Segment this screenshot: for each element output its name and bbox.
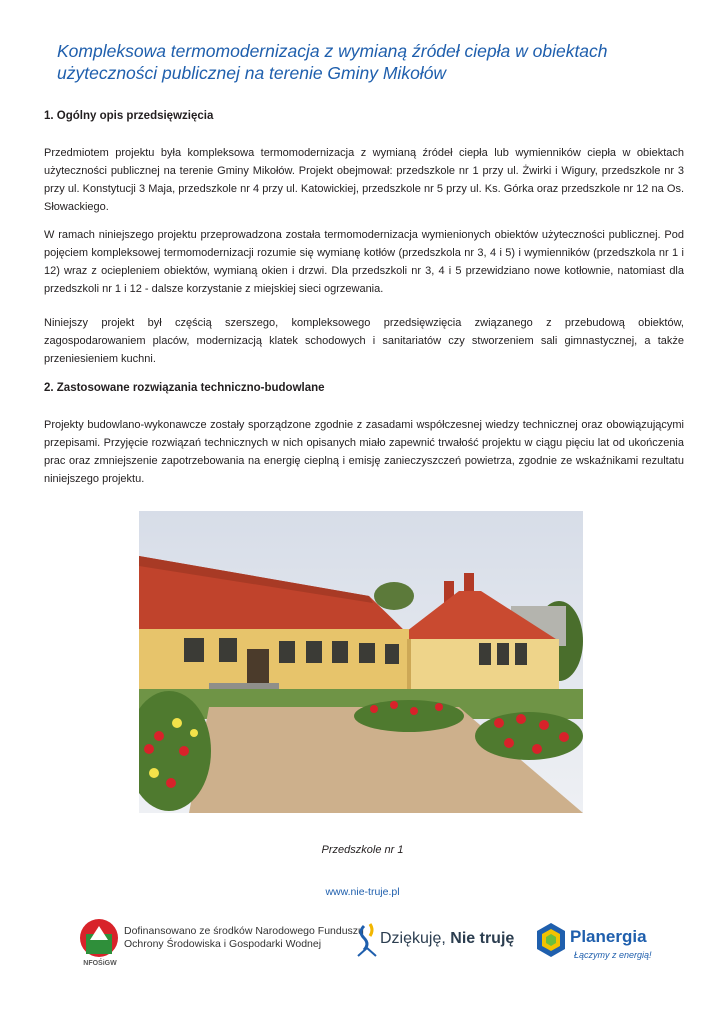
document-title: Kompleksowa termomodernizacja z wymianą źródeł ciepła w obiektach użyteczności publicznej na terenie Gminy Mikołów [57, 41, 608, 83]
paragraph-2: W ramach niniejszego projektu przeprowadzona została termomodernizacja wymienionych obiektów użyteczności publicznej. Pod pojęciem kompleksowej termomodernizacji rozumie się wymianę kotłów (przedszkola nr 3, 4 i 5) i wymienników (przedszkola nr 1 i 12) wraz z ociepleniem obiektów, wymianą okien i drzwi. Dla przedszkoli nr 3, 4 i 5 przewidziano nowe kotłownie, natomiast dla przedszkoli nr 1 i 12 - dalsze korzystanie z miejskiej sieci ogrzewania. [44, 229, 684, 295]
dziekuje-text-part1: Dziękuję, [380, 930, 446, 947]
nfosigw-label: NFOŚiGW [83, 960, 117, 967]
paragraph-3: Niniejszy projekt był częścią szerszego, kompleksowego przedsięwzięcia związanego z przebudową obiektów, zagospodarowaniem placów, modernizacją klatek schodowych i sanitariatów czy stworzeniem sali gimnastycznej, a także przeniesieniem kuchni. [44, 317, 684, 365]
planergia-slogan: Łączymy z energią! [574, 950, 652, 960]
planergia-name: Planergia [570, 927, 647, 946]
building-photo [139, 511, 583, 813]
funding-line-1: Dofinansowano ze środków Narodowego Funduszu [124, 925, 364, 937]
website-link[interactable]: www.nie-truje.pl [325, 886, 400, 898]
dziekuje-text-part2: Nie truję [450, 930, 515, 947]
planergia-logo-icon [535, 921, 567, 959]
section-heading-1: 1. Ogólny opis przedsięwzięcia [44, 110, 214, 122]
photo-caption: Przedszkole nr 1 [321, 844, 404, 856]
funding-note [124, 925, 364, 951]
funding-line-2: Ochrony Środowiska i Gospodarki Wodnej [124, 938, 322, 950]
paragraph-4: Projekty budowlano-wykonawcze zostały sporządzone zgodnie z zasadami współczesnej wiedzy technicznej oraz obowiązującymi przepisami. Przyjęcie rozwiązań technicznych w nich opisanych miało zapewnić trwałość projektu w ciągu pięciu lat od ukończenia prac oraz zmniejszenie zapotrzebowania na energię cieplną i emisję zanieczyszczeń powietrza, zgodnie ze wskaźnikami rezultatu niniejszego projektu. [44, 419, 684, 485]
paragraph-1: Przedmiotem projektu była kompleksowa termomodernizacja z wymianą źródeł ciepła lub wymienników ciepła w obiektach użyteczności publicznej na terenie Gminy Mikołów. Projekt obejmował: przedszkole nr 1 przy ul. Żwirki i Wigury, przedszkole nr 3 przy ul. Konstytucji 3 Maja, przedszkole nr 4 przy ul. Katowickiej, przedszkole nr 5 przy ul. Ks. Górka oraz przedszkole nr 12 na Os. Słowackiego. [44, 147, 684, 213]
dziekuje-logo-text [380, 930, 514, 948]
dziekuje-logo-icon [356, 922, 378, 960]
section-heading-2: 2. Zastosowane rozwiązania techniczno-budowlane [44, 382, 325, 394]
